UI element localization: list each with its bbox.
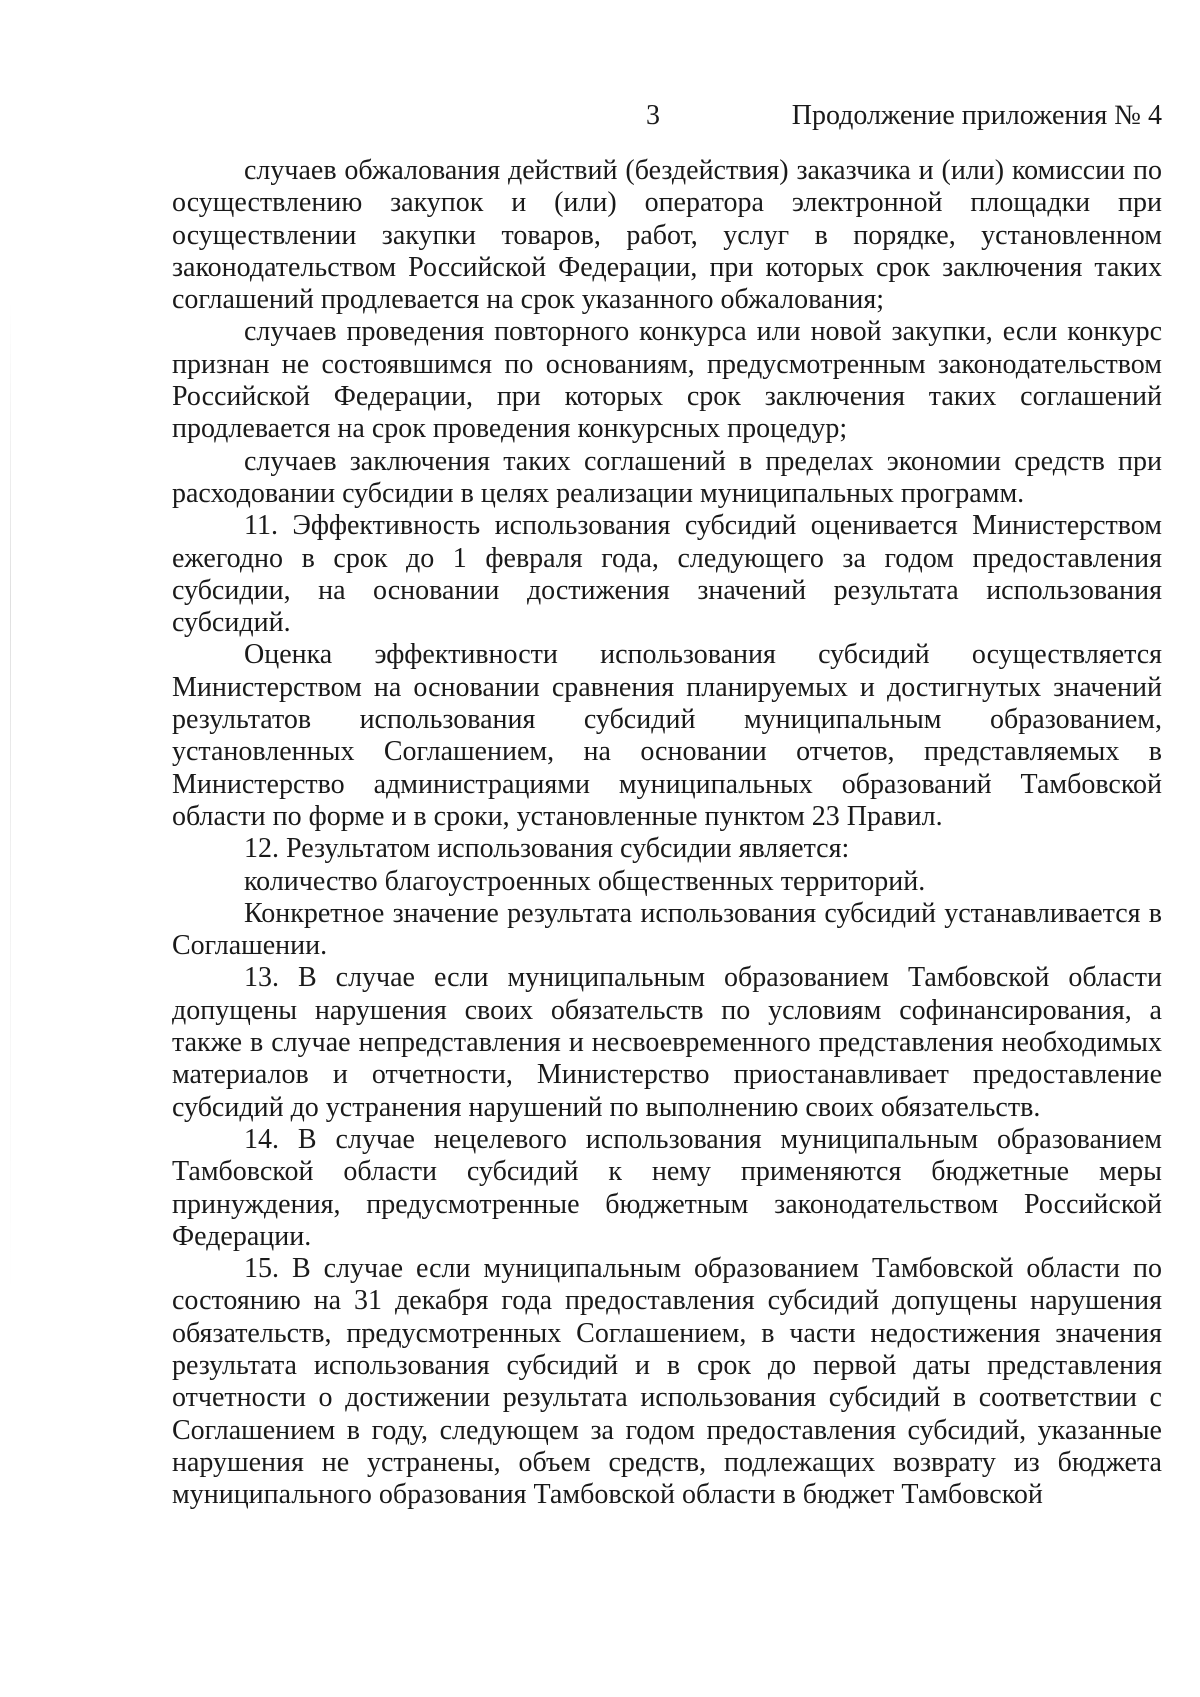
appendix-continuation-label: Продолжение приложения № 4 [791, 100, 1162, 131]
paragraph-efficiency-assessment: Оценка эффективности использования субсидий осуществляется Министерством на основании сравнения планируемых и достигнутых значений результатов использования субсидий муниципальным образованием, установленных Соглашением, на основании отчетов, представляемых в Министерство администрациями муниципальных образований Тамбовской области по форме и в сроки, установленные пунктом 23 Правил. [172, 639, 1162, 832]
paragraph-result-indicator: количество благоустроенных общественных территорий. [244, 865, 926, 897]
paragraph-repeat-tender-cases: случаев проведения повторного конкурса или новой закупки, если конкурс признан не состоявшимся по основаниям, предусмотренным законодательством Российской Федерации, при которых срок заключения таких соглашений продлевается на срок проведения конкурсных процедур; [172, 316, 1162, 445]
paragraph-item-13: 13. В случае если муниципальным образованием Тамбовской области допущены нарушения своих обязательств по условиям софинансирования, а также в случае непредставления и несвоевременного представления необходимых материалов и отчетности, Министерство приостанавливает предоставление субсидий до устранения нарушений по выполнению своих обязательств. [172, 962, 1162, 1123]
paragraph-item-11: 11. Эффективность использования субсидий оценивается Министерством ежегодно в срок до 1 февраля года, следующего за годом предоставления субсидии, на основании достижения значений результата использования субсидий. [172, 510, 1162, 639]
page-number: 3 [646, 100, 660, 131]
paragraph-item-14: 14. В случае нецелевого использования муниципальным образованием Тамбовской области субсидий к нему применяются бюджетные меры принуждения, предусмотренные бюджетным законодательством Российской Федерации. [172, 1123, 1162, 1252]
paragraph-appeal-cases: случаев обжалования действий (бездействия) заказчика и (или) комиссии по осуществлению закупок и (или) оператора электронной площадки при осуществлении закупки товаров, работ, услуг в порядке, установленном законодательством Российской Федерации, при которых срок заключения таких соглашений продлевается на срок указанного обжалования; [172, 155, 1162, 316]
document-body [172, 155, 1162, 1511]
paragraph-specific-value: Конкретное значение результата использования субсидий устанавливается в Соглашении. [172, 897, 1162, 962]
paragraph-item-12: 12. Результатом использования субсидии является: [244, 833, 850, 865]
page-header [172, 100, 1162, 140]
scan-edge-artifact [10, 300, 11, 1300]
paragraph-item-15: 15. В случае если муниципальным образованием Тамбовской области по состоянию на 31 декабря года предоставления субсидий допущены нарушения обязательств, предусмотренных Соглашением, в части недостижения значения результата использования субсидий и в срок до первой даты представления отчетности о достижении результата использования субсидий в соответствии с Соглашением в году, следующем за годом предоставления субсидий, указанные нарушения не устранены, объем средств, подлежащих возврату из бюджета муниципального образования Тамбовской области в бюджет Тамбовской [172, 1253, 1162, 1511]
paragraph-savings-cases: случаев заключения таких соглашений в пределах экономии средств при расходовании субсидии в целях реализации муниципальных программ. [172, 445, 1162, 509]
